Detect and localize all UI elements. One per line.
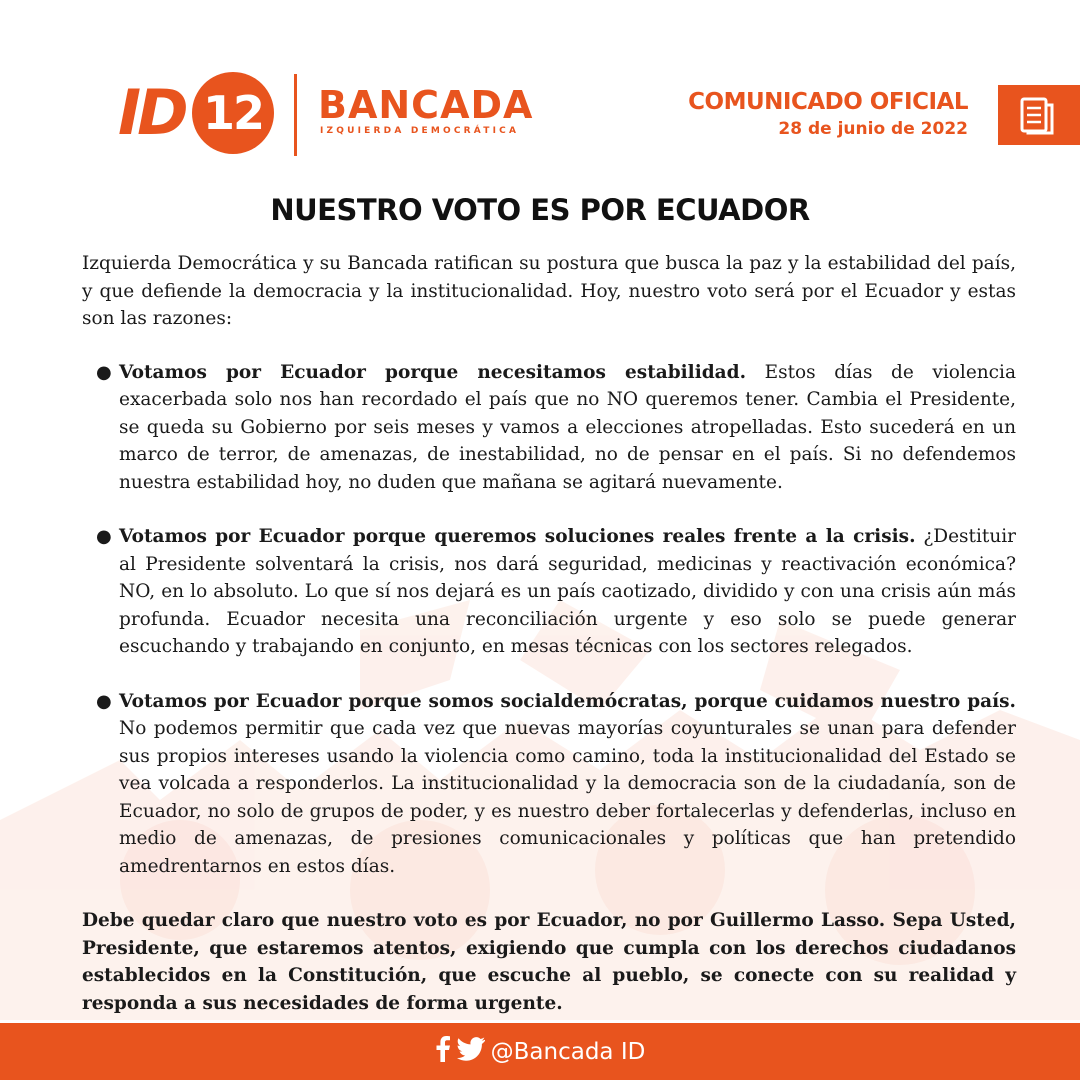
intro-paragraph: Izquierda Democrática y su Bancada ratifican su postura que busca la paz y la estabilidad del país, y que defiende la democracia y la institucionalidad. Hoy, nuestro voto será por el Ecuador y estas son las razones: [82,253,1016,329]
reasons-list [82,359,1016,881]
document-icon-box [998,85,1080,145]
bancada-logo-text: BANCADA [318,83,534,127]
logo-number-circle: 12 [192,72,274,154]
bancada-subtitle: IZQUIERDA DEMOCRÁTICA [320,126,520,136]
reason-text: ¿Destituir al Presidente solventará la crisis, nos dará seguridad, medicinas y reactivación económica? NO, en lo absoluto. Lo que sí nos dejará es un país caotizado, dividido y con una crisis aún más profunda. Ecuador necesita una reconciliación urgente y eso solo se puede generar escuchando y trabajando en conjunto, en mesas técnicas con los sectores relegados. [119,526,1016,657]
social-handle[interactable]: @Bancada ID [490,1038,646,1065]
bullet-icon: ● [96,361,112,383]
document-body [82,250,1016,1017]
reason-heading: Votamos por Ecuador porque queremos soluciones reales frente a la crisis. [119,526,916,547]
reason-heading: Votamos por Ecuador porque necesitamos estabilidad. [119,361,747,383]
bullet-icon: ● [96,526,112,547]
reason-text: No podemos permitir que cada vez que nuevas mayorías coyunturales se unan para defender sus propios intereses usando la violencia como camino, toda la institucionalidad del Estado se vea volcada a responderlos. La institucionalidad y la democracia son de la ciudadanía, son de Ecuador, no solo de grupos de poder, y es nuestro deber fortalecerlas y defenderlas, incluso en medio de amenazas, de presiones comunicacionales y políticas que han pretendido amedrentarnos en estos días. [119,718,1016,877]
facebook-icon[interactable] [435,1036,451,1068]
logo-divider [294,74,297,156]
document-icon [1018,95,1060,135]
list-item [82,359,1016,497]
list-item [82,688,1016,881]
footer-bar [0,1023,1080,1080]
comunicado-title: COMUNICADO OFICIAL [688,89,968,115]
reason-heading: Votamos por Ecuador porque somos socialdemócratas, porque cuidamos nuestro país. [119,690,1016,712]
twitter-icon[interactable] [457,1037,485,1067]
closing-paragraph: Debe quedar claro que nuestro voto es por Ecuador, no por Guillermo Lasso. Sepa Usted, Presidente, que estaremos atentos, exigiendo que cumpla con los derechos ciudadanos establecidos en la Constitución, que escuche al pueblo, se conecte con su realidad y responda a sus necesidades de forma urgente. [82,910,1016,1014]
comunicado-date: 28 de junio de 2022 [778,119,968,139]
reason-text: Estos días de violencia exacerbada solo nos han recordado el país que no NO queremos tener. Cambia el Presidente, se queda su Gobierno por seis meses y vamos a elecciones atropelladas. Esto sucederá en un marco de terror, de amenazas, de inestabilidad, no de pensar en el país. Si no defendemos nuestra estabilidad hoy, no duden que mañana se agitará nuevamente. [119,361,1016,493]
comunicado-block [688,88,968,142]
bullet-icon: ● [96,690,112,712]
social-links [0,1023,1080,1080]
logo-id-text: ID [118,76,185,149]
list-item [82,523,1016,661]
id12-logo [118,70,278,160]
header [0,0,1080,170]
page-title: NUESTRO VOTO ES POR ECUADOR [270,193,810,227]
